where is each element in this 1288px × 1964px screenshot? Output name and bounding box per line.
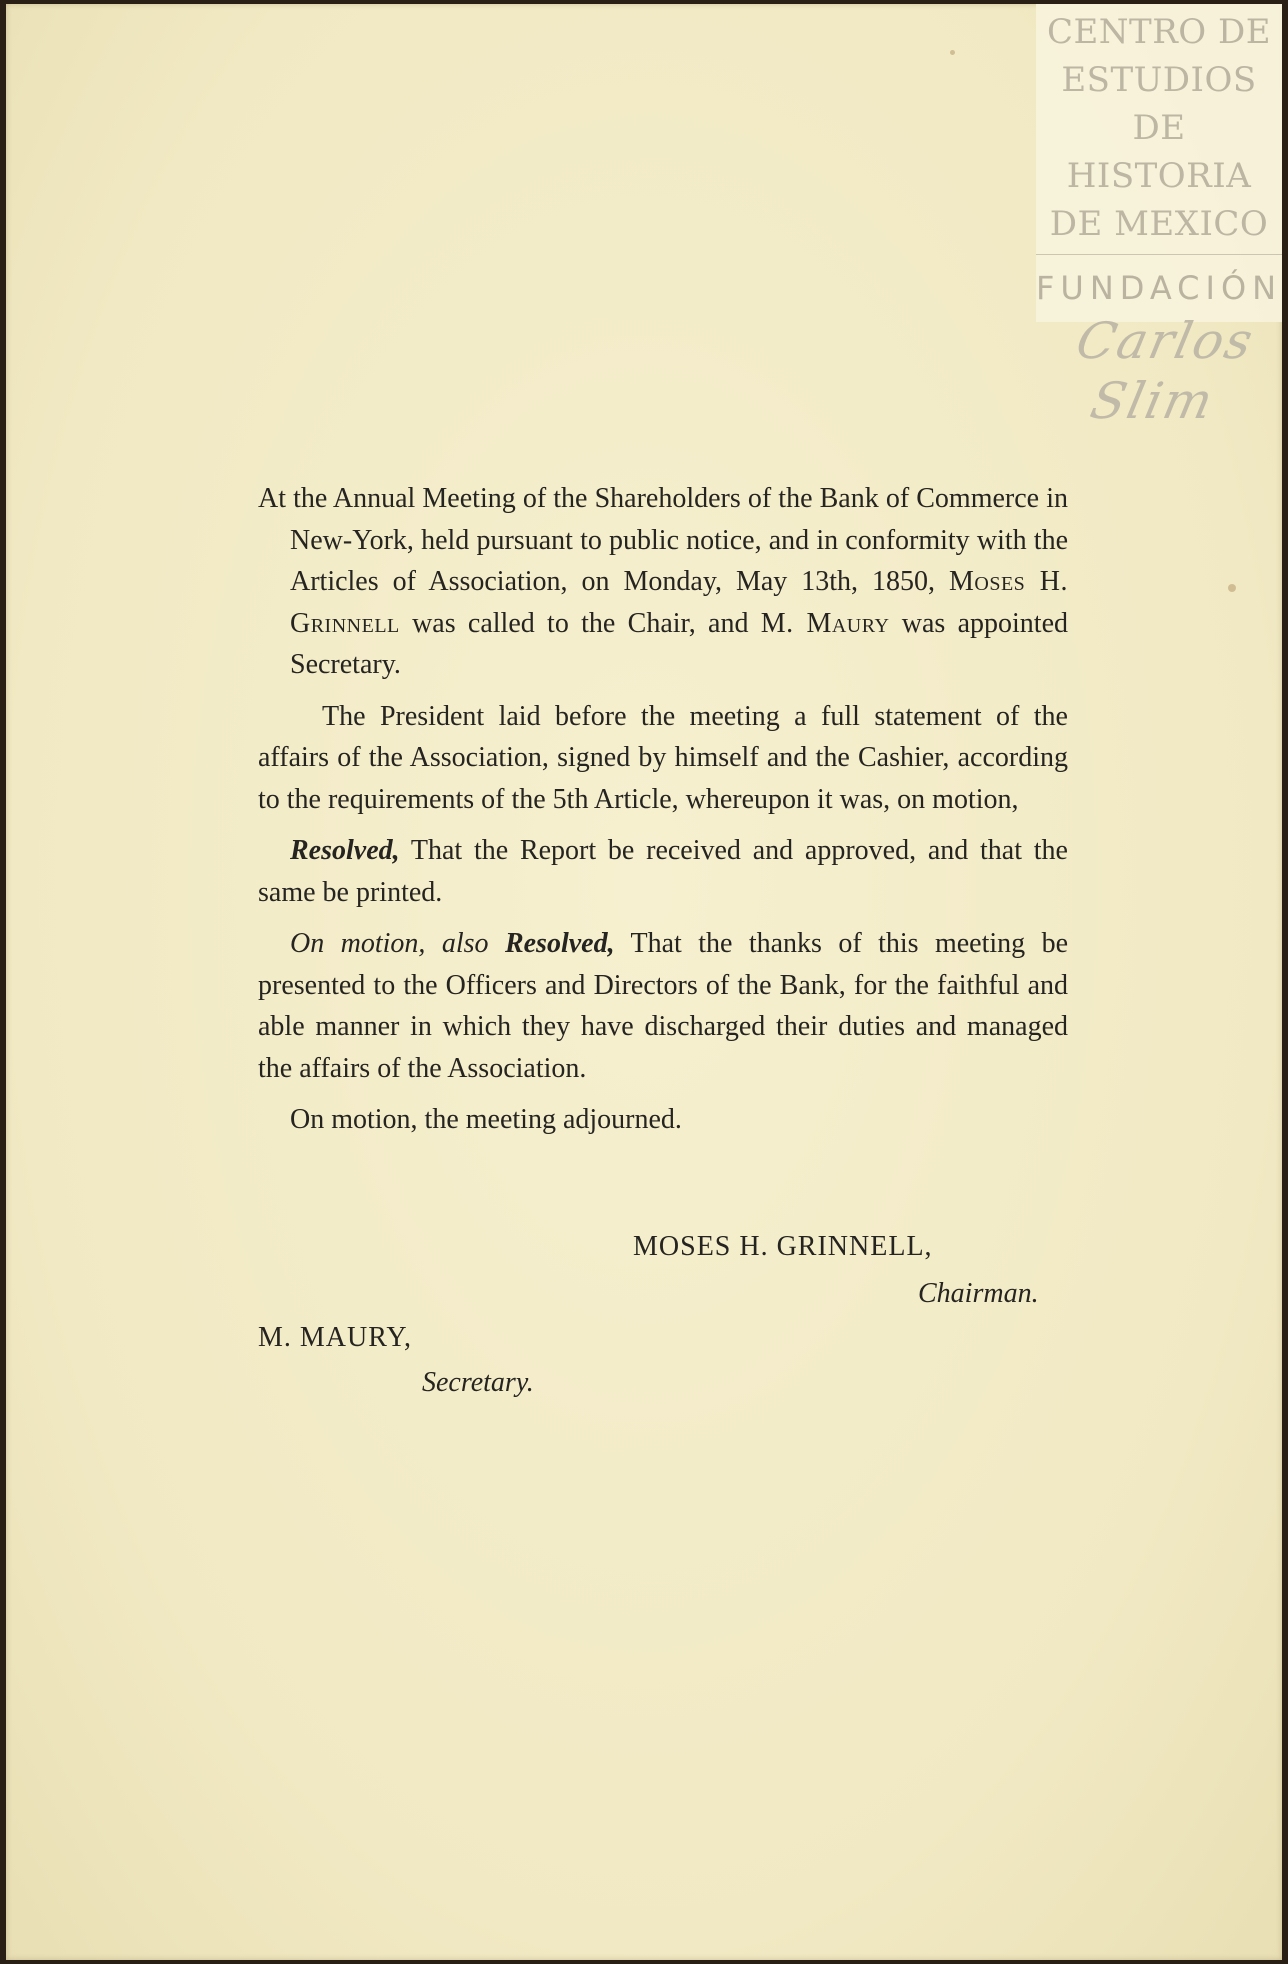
- minutes-paragraph-opening: [258, 478, 1068, 686]
- secretary-signature-name: M. MAURY,: [258, 1322, 412, 1353]
- secretary-signature-title: Secretary.: [422, 1367, 534, 1398]
- archive-watermark: [1036, 4, 1282, 430]
- minutes-paragraph-resolution-report: [258, 830, 1068, 913]
- resolved-lead: Resolved,: [504, 928, 615, 959]
- document-page: [6, 4, 1282, 1960]
- minutes-paragraph-adjourned: On motion, the meeting adjourned.: [290, 1104, 682, 1135]
- chairman-signature-title: Chairman.: [918, 1278, 1039, 1309]
- secretary-name-inline: M. Maury: [760, 607, 890, 639]
- chairman-signature-name: MOSES H. GRINNELL,: [633, 1231, 933, 1262]
- watermark-line: CENTRO DE: [1046, 12, 1272, 52]
- minutes-text: At the Annual Meeting of the Shareholders of the Bank of Commerce in New-York, held pursuant to public notice, and in conformity with the Articles of Association, on Monday, May 13th, 1850,: [258, 483, 1068, 597]
- paper-smudge: [1228, 584, 1236, 592]
- minutes-text: was called to the Chair, and: [399, 607, 761, 639]
- minutes-text: That the Report be received and approved, and that the same be printed.: [258, 835, 1068, 908]
- minutes-paragraph-statement: The President laid before the meeting a full statement of the affairs of the Association, signed by himself and the Cashier, according to the requirements of the 5th Article, whereupon it was, on motion,: [258, 700, 1068, 815]
- also-lead: also: [425, 928, 505, 959]
- chairman-name-inline: Moses H. Grinnell: [290, 566, 1068, 639]
- meeting-minutes: [258, 478, 1068, 1141]
- paper-smudge: [950, 50, 955, 55]
- minutes-text: That the thanks of this meeting be presented to the Officers and Directors of the Bank, for the faithful and able manner in which they have discharged their duties and managed the affairs of the Association.: [258, 928, 1069, 1084]
- minutes-text: was appointed Secretary.: [290, 607, 1068, 680]
- minutes-paragraph-resolution-thanks: [258, 923, 1068, 1089]
- watermark-line: ESTUDIOS: [1061, 60, 1257, 100]
- watermark-divider: [1036, 254, 1282, 255]
- resolved-lead: Resolved,: [290, 835, 400, 866]
- watermark-line: DE MEXICO: [1049, 204, 1269, 244]
- watermark-line: DE HISTORIA: [1066, 108, 1252, 196]
- watermark-foundation: FUNDACIÓN: [1036, 269, 1282, 307]
- watermark-signature: Carlos Slim: [1071, 312, 1260, 430]
- on-motion-lead: On motion,: [290, 928, 426, 959]
